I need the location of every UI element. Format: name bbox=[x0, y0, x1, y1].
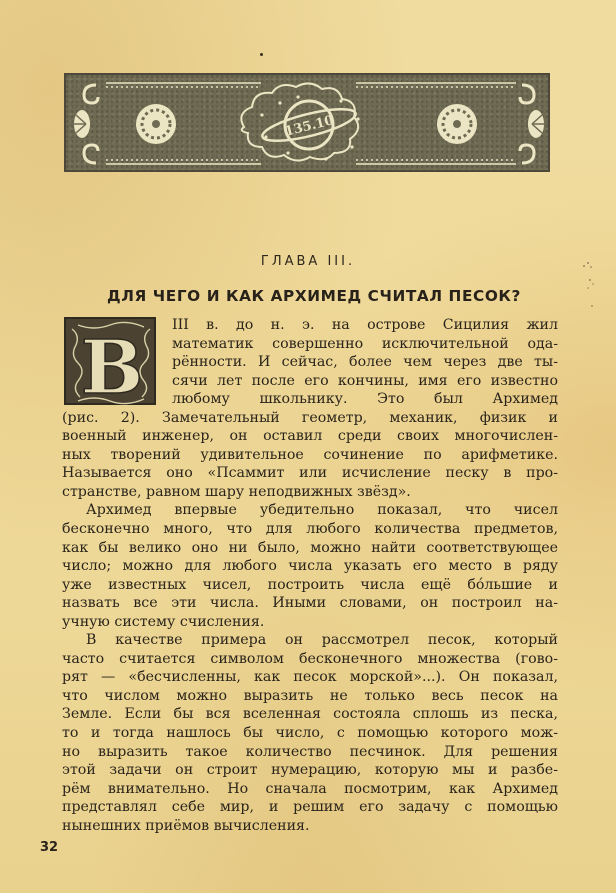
text-line: III в. до н. э. на острове Сицилия жил bbox=[172, 317, 558, 333]
text-line: бесконечно много, что для любого количества предметов, bbox=[62, 521, 558, 538]
margin-smudge-icon bbox=[578, 258, 598, 318]
ornament-pattern-icon bbox=[66, 75, 552, 174]
text-line: ных творений удивительное сочинение по арифметике. bbox=[62, 446, 558, 463]
text-line: рённости. И сейчас, более чем через две ты- bbox=[172, 354, 558, 371]
text-line: как бы велико оно ни было, можно найти соответствующее bbox=[62, 539, 558, 556]
text-line: что числом можно выразить не только весь песок на bbox=[62, 687, 558, 704]
ink-speck bbox=[260, 53, 263, 56]
text-line: этой задачи он строит нумерацию, которую мы и разбе- bbox=[62, 762, 558, 779]
text-line: назвать все эти числа. Иными словами, он построил на- bbox=[62, 595, 558, 612]
text-line: Называется оно «Псаммит или исчисление песку в про- bbox=[62, 465, 558, 482]
text-line: учную систему счисления. bbox=[62, 613, 265, 630]
dropcap-letter: В bbox=[80, 325, 144, 407]
ornamental-headpiece bbox=[64, 73, 550, 172]
text-line: число; можно для любого числа указать его место в ряду bbox=[62, 558, 558, 575]
text-line: Земле. Если бы вся вселенная состояла сплошь из песка, bbox=[62, 706, 558, 723]
text-line: сячи лет после его кончины, имя его известно bbox=[172, 372, 558, 389]
text-line: рят — «бесчисленны, как песок морской»...). Он показал, bbox=[62, 669, 558, 686]
text-line: математик совершенно исключительной ода- bbox=[172, 335, 558, 352]
body-text bbox=[62, 316, 558, 835]
text-line: то и тогда нашлось бы число, с помощью которого мож- bbox=[62, 725, 558, 742]
text-line: часто считается символом бесконечного множества (гово- bbox=[62, 650, 558, 667]
text-line: представлял себе мир, и решим его задачу с помощью bbox=[62, 799, 558, 816]
text-line: В качестве примера он рассмотрел песок, который bbox=[86, 632, 558, 649]
text-line: но выразить такое количество песчинок. Для решения bbox=[62, 743, 558, 760]
chapter-label: ГЛАВА III. bbox=[260, 254, 356, 269]
text-line: нынешних приёмов вычисления. bbox=[62, 817, 310, 834]
text-line: военный инженер, он оставил среди своих многочислен- bbox=[62, 428, 558, 445]
page-number: 32 bbox=[40, 840, 59, 855]
chapter-title: ДЛЯ ЧЕГО И КАК АРХИМЕД СЧИТАЛ ПЕСОК? bbox=[106, 287, 522, 305]
text-line: Архимед впервые убедительно показал, что чисел bbox=[86, 502, 558, 519]
text-line: рём внимательно. Но сначала посмотрим, как Архимед bbox=[62, 780, 558, 797]
text-line: уже известных чисел, построить числа ещё бóльшие и bbox=[62, 576, 558, 593]
text-line: (рис. 2). Замечательный геометр, механик, физик и bbox=[62, 409, 558, 426]
text-line: любому школьнику. Это был Архимед bbox=[172, 391, 558, 408]
text-line: странстве, равном шару неподвижных звёзд». bbox=[62, 483, 411, 500]
emblem-number: 135.10 bbox=[283, 113, 336, 140]
